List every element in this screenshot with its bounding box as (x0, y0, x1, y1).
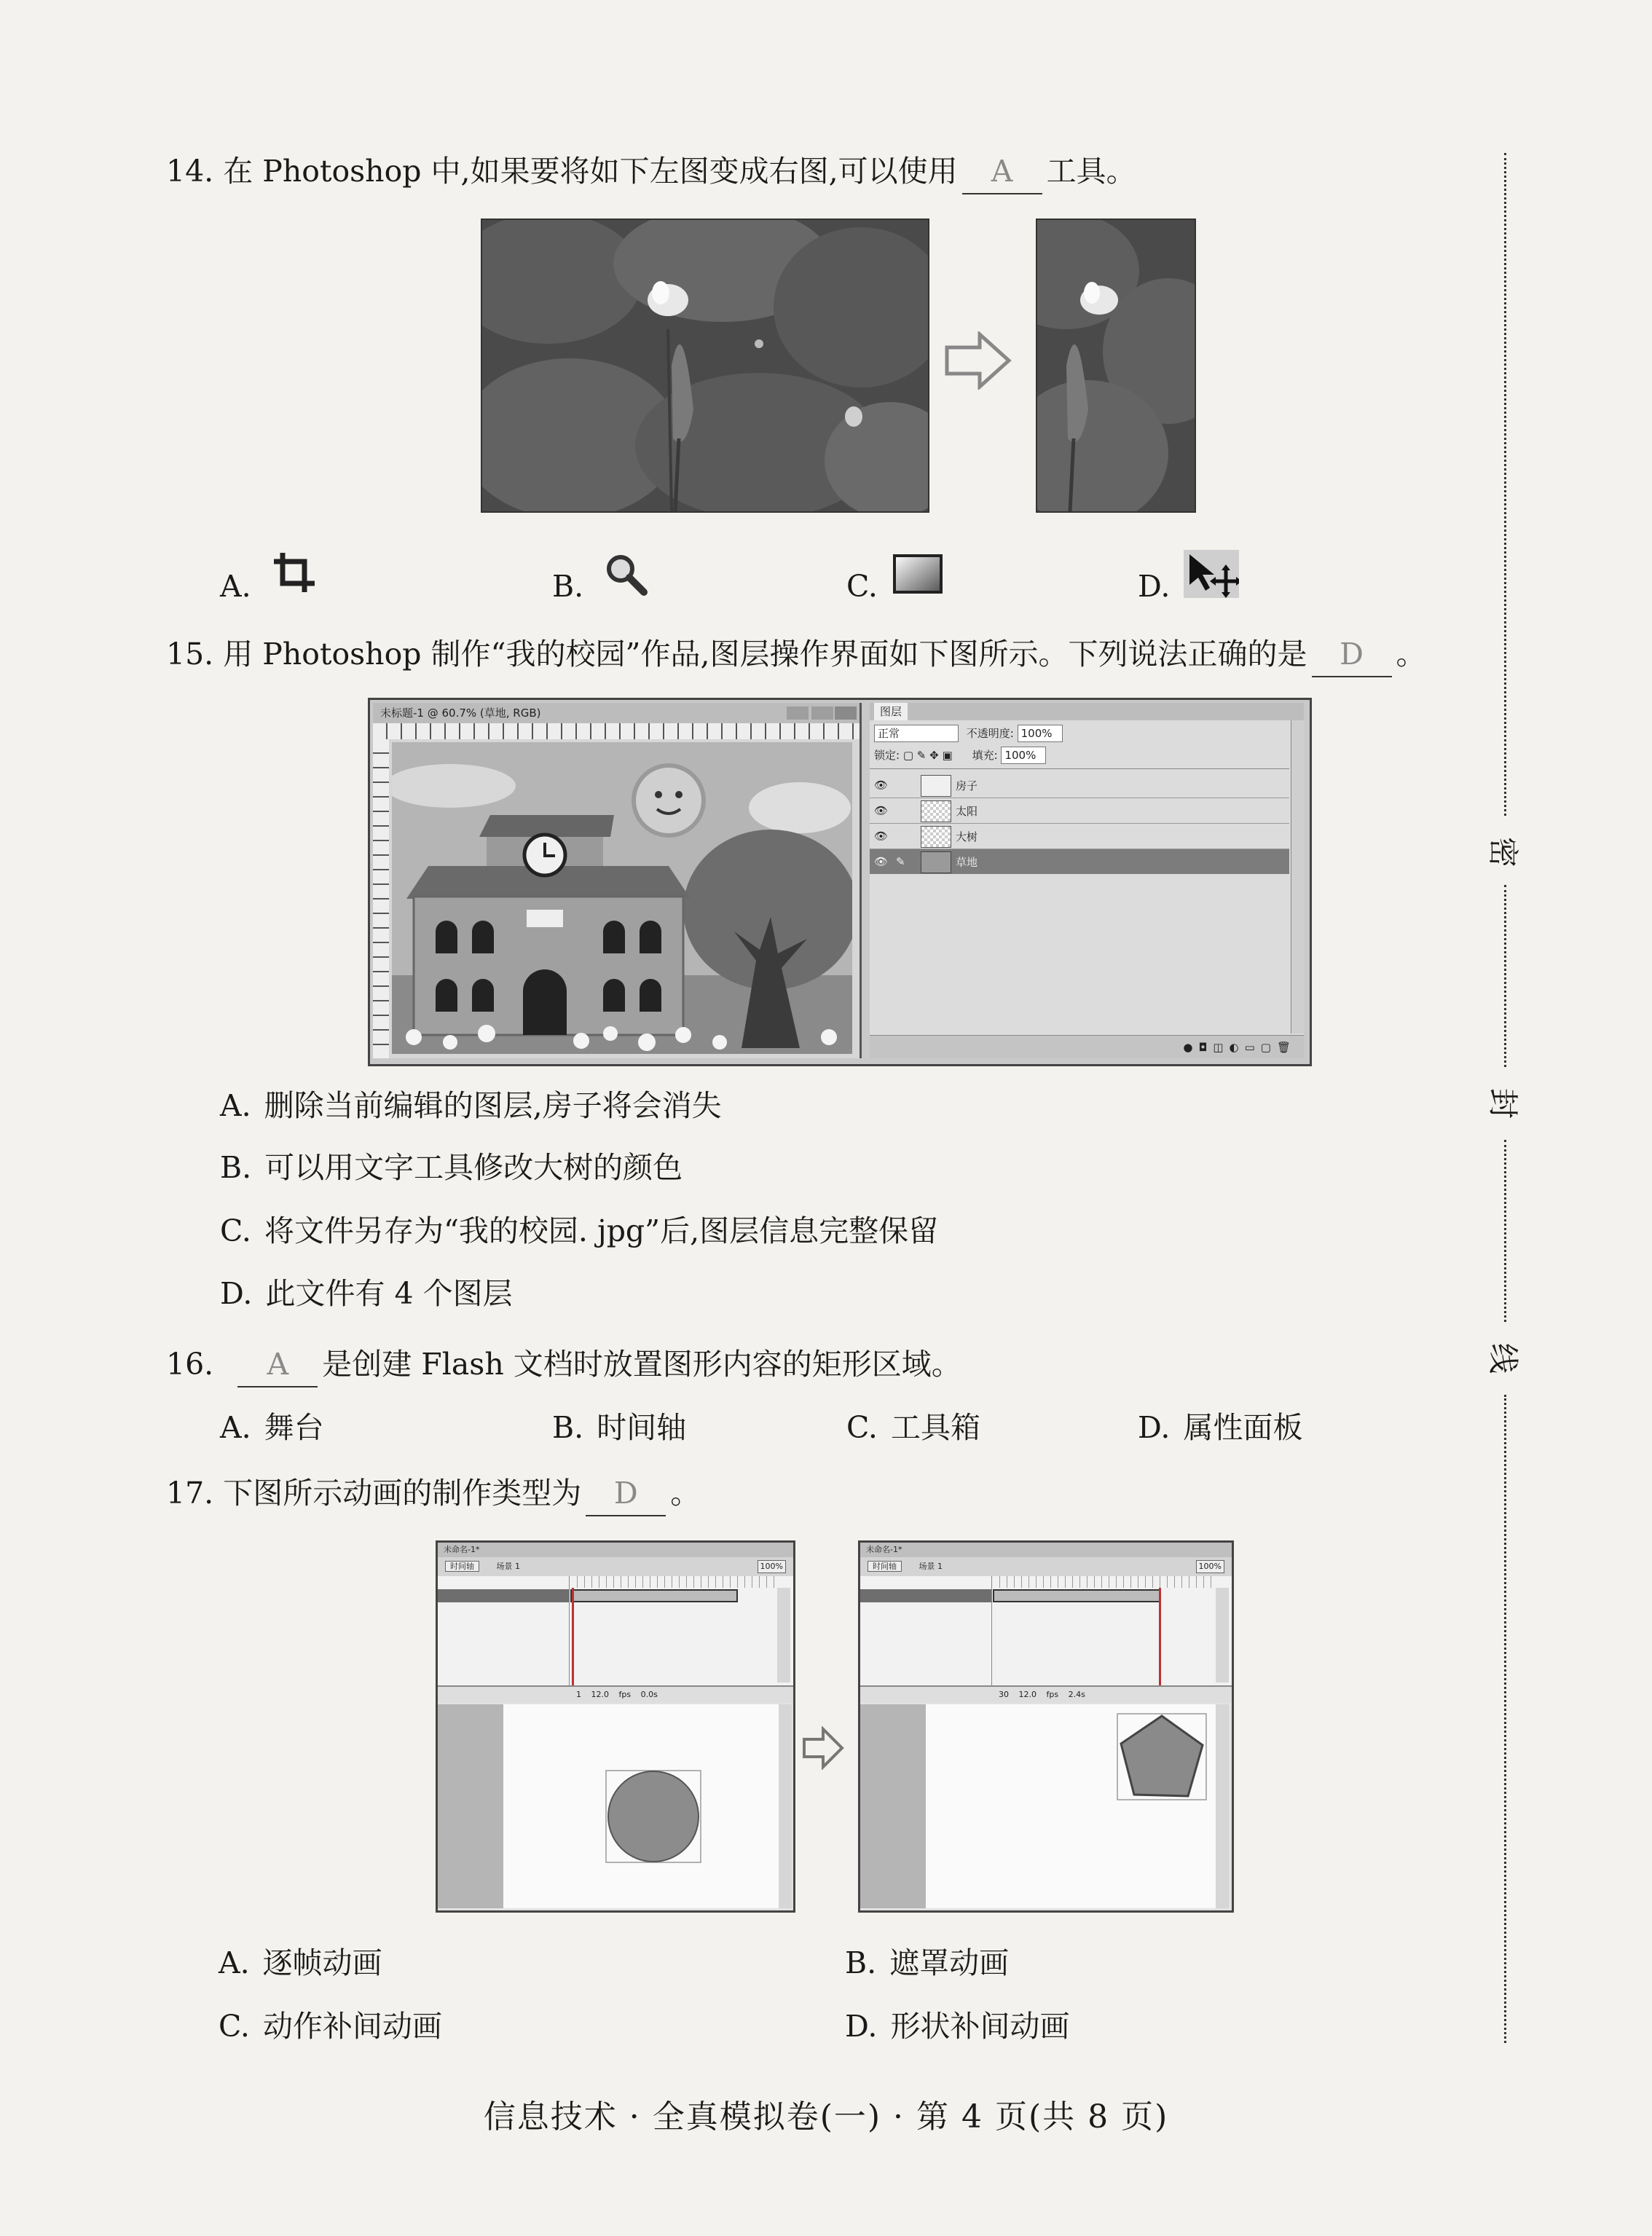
seal-dotted-line (1504, 153, 1506, 816)
layer-name: 大树 (956, 830, 978, 843)
layer-thumbnail (921, 851, 951, 873)
option-letter: B. (552, 1410, 584, 1445)
flash-window-frame1 (436, 1540, 795, 1913)
opacity-input[interactable]: 100% (1018, 725, 1063, 742)
q17-option-b (845, 1941, 1009, 1985)
layer-name: 太阳 (956, 805, 978, 818)
question-number: 14. (166, 154, 214, 189)
option-text: 逐帧动画 (262, 1945, 382, 1980)
option-letter: C. (846, 1410, 878, 1445)
pentagon-shape[interactable] (1117, 1713, 1207, 1800)
answer-blank: A (962, 149, 1042, 194)
option-text: 时间轴 (597, 1410, 687, 1445)
opacity-label: 不透明度: (966, 727, 1014, 740)
question-text-end: 工具。 (1046, 154, 1136, 189)
eye-icon[interactable]: 👁 (874, 804, 889, 817)
seal-char-xian: 线 (1485, 1342, 1522, 1374)
option-text: 属性面板 (1183, 1410, 1303, 1445)
zoom-select[interactable]: 100% (1196, 1560, 1224, 1573)
q17-stem (166, 1471, 700, 1516)
option-letter: A. (220, 569, 251, 604)
option-letter: A. (220, 1410, 251, 1445)
q16-option-d (1138, 1406, 1302, 1449)
elapsed-time: 0.0s (640, 1690, 658, 1699)
brush-icon: ✎ (896, 855, 905, 868)
layers-scrollbar[interactable] (1291, 720, 1305, 1034)
frame-rate: 12.0 fps (1018, 1690, 1059, 1699)
option-text: 动作补间动画 (262, 2009, 442, 2044)
layer-row-selected[interactable] (860, 1589, 991, 1602)
answer-blank: D (586, 1471, 666, 1516)
layer-name: 草地 (956, 856, 978, 869)
option-text: 可以用文字工具修改大树的颜色 (264, 1150, 683, 1185)
option-letter: A. (219, 1945, 250, 1980)
q15-option-b (220, 1146, 683, 1189)
option-letter: A. (220, 1088, 251, 1123)
pasteboard (860, 1704, 926, 1908)
seal-dotted-line (1504, 885, 1506, 1067)
flash-titlebar (438, 1543, 793, 1557)
option-text: 此文件有 4 个图层 (265, 1276, 513, 1311)
q14-option-a (220, 564, 251, 608)
page-footer: 信息技术 · 全真模拟卷(一) · 第 4 页(共 8 页) (483, 2098, 1169, 2135)
question-text: 用 Photoshop 制作“我的校园”作品,图层操作界面如下图所示。下列说法正确的是 (223, 637, 1307, 672)
current-frame: 1 (576, 1690, 581, 1699)
option-text: 形状补间动画 (890, 2009, 1070, 2044)
option-text: 将文件另存为“我的校园. jpg”后,图层信息完整保留 (264, 1213, 939, 1248)
question-text: 是创建 Flash 文档时放置图形内容的矩形区域。 (322, 1347, 961, 1382)
document-titlebar (373, 703, 860, 723)
layers-panel (870, 703, 1304, 1058)
layer-thumbnail (921, 826, 951, 848)
playhead[interactable] (572, 1588, 574, 1685)
answer-blank: A (237, 1342, 318, 1387)
document-window (373, 703, 862, 1058)
zoom-select[interactable]: 100% (758, 1560, 786, 1573)
tab-layers[interactable]: 图层 (874, 703, 908, 720)
q16-option-c (846, 1406, 980, 1449)
eye-icon[interactable]: 👁 (874, 855, 889, 868)
timeline-button[interactable]: 时间轴 (868, 1561, 902, 1572)
q17-option-d (845, 2004, 1069, 2048)
lock-icons[interactable]: ▢ ✎ ✥ ▣ (902, 749, 953, 762)
flash-title: 未命名-1* (444, 1545, 480, 1554)
maximize-button[interactable] (811, 706, 833, 720)
q15-option-d (220, 1272, 513, 1315)
layer-row[interactable] (870, 798, 1289, 824)
scene-label: 场景 1 (919, 1562, 943, 1571)
layer-row[interactable] (870, 824, 1289, 849)
close-button[interactable] (835, 706, 857, 720)
playhead[interactable] (1159, 1588, 1161, 1685)
option-letter: D. (1138, 1410, 1171, 1445)
option-letter: B. (845, 1945, 877, 1980)
layer-name: 房子 (956, 779, 978, 792)
timeline-status (860, 1687, 1232, 1703)
fill-label: 填充: (972, 749, 998, 762)
option-text: 舞台 (264, 1410, 324, 1445)
question-number: 15. (166, 637, 214, 672)
layer-thumbnail (921, 775, 951, 797)
document-title: 未标题-1 @ 60.7% (草地, RGB) (380, 706, 541, 720)
layer-row-selected[interactable] (438, 1589, 569, 1602)
stage (503, 1704, 779, 1908)
frame-ruler (570, 1576, 774, 1588)
question-text: 在 Photoshop 中,如果要将如下左图变成右图,可以使用 (223, 154, 958, 189)
option-text: 遮罩动画 (889, 1945, 1010, 1980)
canvas-illustration (392, 742, 852, 1054)
option-letter: D. (1138, 569, 1171, 604)
seal-char-mi: 密 (1485, 836, 1522, 868)
blend-mode-select[interactable]: 正常 (874, 725, 959, 742)
flash-edit-bar (860, 1557, 1232, 1576)
q14-option-d (1138, 564, 1170, 608)
seal-dotted-line (1504, 1395, 1506, 2043)
q16-option-b (552, 1406, 686, 1449)
seal-dotted-line (1504, 1140, 1506, 1322)
right-arrow-icon (943, 331, 1012, 393)
timeline-scrollbar[interactable] (1216, 1588, 1229, 1682)
q14-stem (166, 149, 1136, 194)
q15-stem (166, 632, 1426, 677)
q16-option-a (220, 1406, 324, 1449)
crop-tool-icon (271, 550, 318, 599)
stage-scrollbar[interactable] (1216, 1704, 1229, 1908)
flash-title: 未命名-1* (866, 1545, 902, 1554)
timeline-button[interactable]: 时间轴 (445, 1561, 479, 1572)
layers-panel-header (870, 703, 1304, 720)
tween-span[interactable] (993, 1589, 1160, 1602)
gradient-tool-icon (892, 554, 943, 597)
option-letter: C. (220, 1213, 251, 1248)
minimize-button[interactable] (787, 706, 809, 720)
frame-ruler (993, 1576, 1211, 1588)
q16-stem (166, 1342, 961, 1387)
q15-option-c (220, 1209, 938, 1253)
timeline-panel (860, 1576, 1232, 1687)
q14-option-c (846, 564, 878, 608)
move-tool-icon (1184, 550, 1239, 601)
flash-window-frame30 (858, 1540, 1234, 1913)
option-text: 删除当前编辑的图层,房子将会消失 (264, 1088, 722, 1123)
question-text: 下图所示动画的制作类型为 (223, 1476, 582, 1511)
layer-tools-icons[interactable]: ●◘◫◐▭▢🗑 (1183, 1041, 1297, 1054)
timeline-panel (438, 1576, 793, 1687)
ruler-top (373, 723, 860, 739)
right-arrow-icon (801, 1726, 845, 1773)
timeline-scrollbar[interactable] (777, 1588, 790, 1682)
current-frame: 30 (999, 1690, 1009, 1699)
option-letter: B. (552, 569, 584, 604)
question-number: 17. (166, 1476, 214, 1511)
q17-option-a (219, 1941, 382, 1985)
option-text: 工具箱 (890, 1410, 980, 1445)
lock-row (874, 747, 1046, 764)
lotus-photo-cropped (1036, 219, 1196, 513)
timeline-status (438, 1687, 793, 1703)
pasteboard (438, 1704, 503, 1908)
frame-rate: 12.0 fps (591, 1690, 632, 1699)
layer-thumbnail (921, 800, 951, 822)
question-number: 16. (166, 1347, 214, 1382)
ruler-left (373, 739, 389, 1058)
elapsed-time: 2.4s (1068, 1690, 1085, 1699)
question-text-end: 。 (670, 1476, 701, 1511)
lock-label: 锁定: (874, 749, 900, 762)
q15-option-a (220, 1084, 722, 1127)
stage-scrollbar[interactable] (779, 1704, 792, 1908)
seal-char-feng: 封 (1485, 1087, 1522, 1119)
q14-option-b (552, 564, 583, 608)
blend-row (874, 725, 1063, 742)
fill-input[interactable]: 100% (1001, 747, 1046, 764)
stage (926, 1704, 1216, 1908)
flash-edit-bar (438, 1557, 793, 1576)
q17-option-c (219, 2004, 442, 2048)
layer-row-selected[interactable] (870, 849, 1289, 874)
question-text-end: 。 (1396, 637, 1426, 672)
zoom-tool-icon (602, 550, 650, 601)
scene-label: 场景 1 (496, 1562, 520, 1571)
layers-footer-toolbar (870, 1035, 1304, 1058)
circle-shape[interactable] (605, 1770, 701, 1863)
layer-row[interactable] (870, 773, 1289, 798)
lotus-photo-original (481, 219, 929, 513)
photoshop-window (368, 698, 1312, 1066)
option-letter: D. (220, 1276, 253, 1311)
eye-icon[interactable]: 👁 (874, 830, 889, 843)
option-letter: B. (220, 1150, 252, 1185)
flash-titlebar (860, 1543, 1232, 1557)
option-letter: D. (845, 2009, 878, 2044)
tween-span[interactable] (570, 1589, 738, 1602)
option-letter: C. (846, 569, 878, 604)
option-letter: C. (219, 2009, 250, 2044)
answer-blank: D (1312, 632, 1392, 677)
eye-icon[interactable]: 👁 (874, 779, 889, 792)
